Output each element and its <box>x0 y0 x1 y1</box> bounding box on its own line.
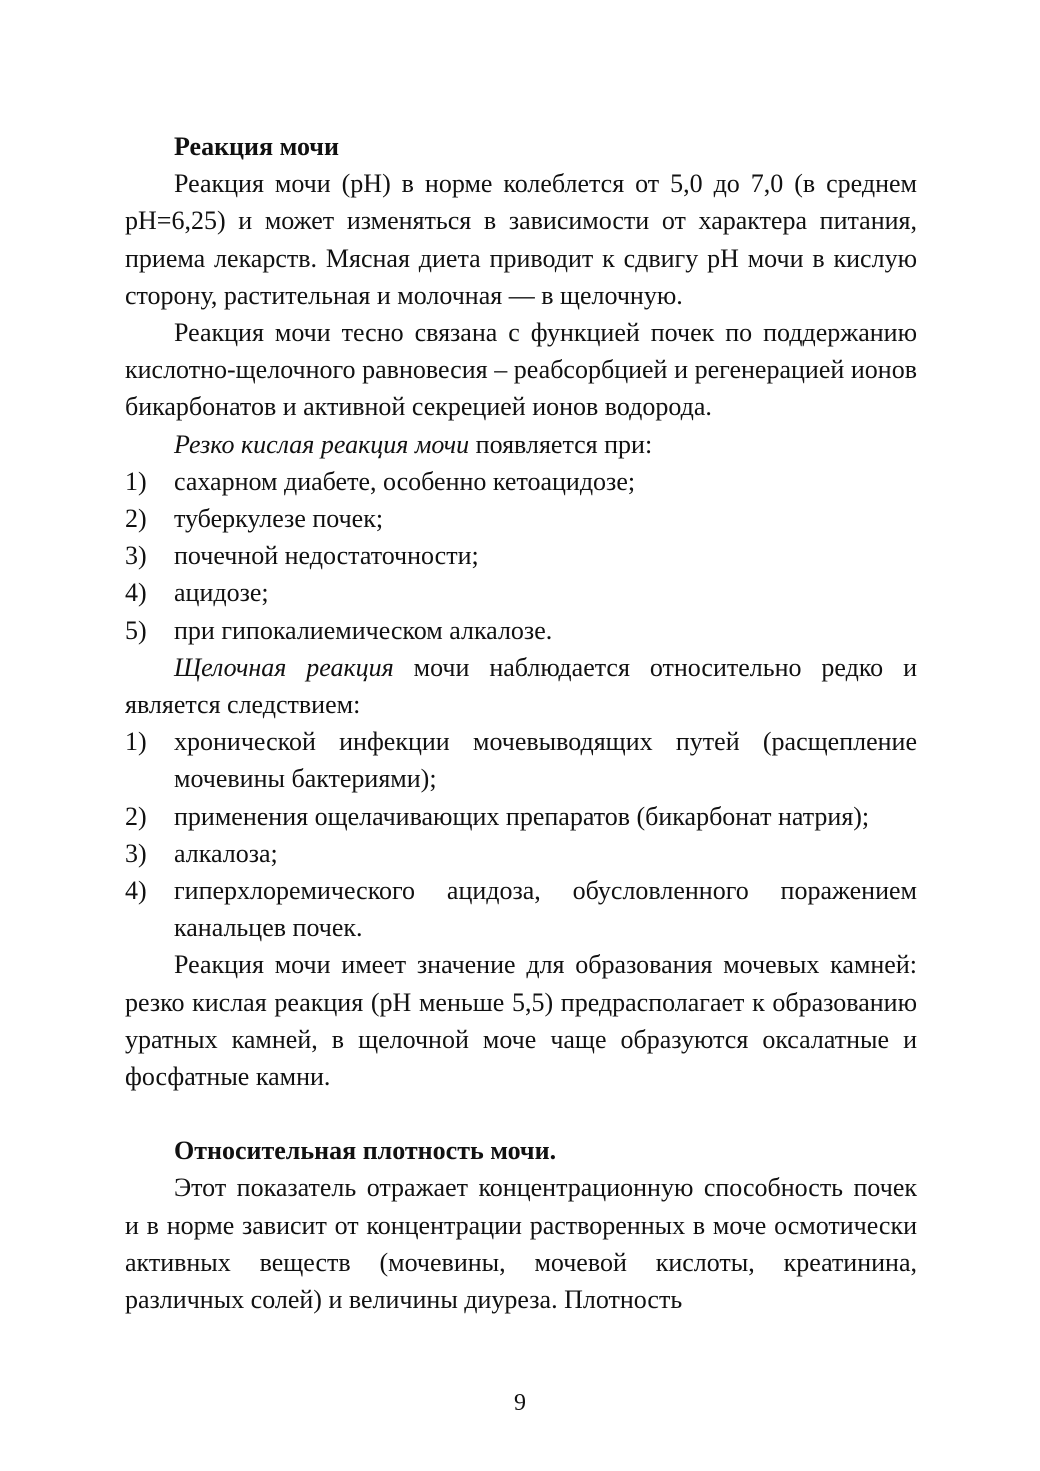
paragraph-density: Этот показатель отражает концентрационную способность почек и в норме зависит от концентрации растворенных в моче осмотически активных веществ (мочевины, мочевой кислоты, креатинина, различных солей) и величины диуреза. Плотность <box>125 1173 917 1315</box>
list-item: 3) алкалоза; <box>125 838 278 868</box>
section-gap <box>125 1095 917 1132</box>
list-item: 5) при гипокалиемическом алкалозе. <box>125 615 553 645</box>
list-item: 2) применения ощелачивающих препаратов (бикарбонат натрия); <box>125 801 870 831</box>
paragraph-stones: Реакция мочи имеет значение для образования мочевых камней: резко кислая реакция (pH меньше 5,5) предрасполагает к образованию уратных камней, в щелочной моче чаще образуются оксалатные и фосфатные камни. <box>125 950 917 1092</box>
list-item: 3) почечной недостаточности; <box>125 541 479 571</box>
section-heading-density: Относительная плотность мочи. <box>174 1136 557 1166</box>
acid-reaction-term: Резко кислая реакция мочи <box>174 429 470 459</box>
list-item: 4) ацидозе; <box>125 578 269 608</box>
page-number: 9 <box>514 1390 526 1416</box>
list-item: 2) туберкулезе почек; <box>125 504 384 534</box>
acid-intro-rest: появляется при: <box>469 429 653 459</box>
alkaline-causes-list <box>125 723 917 946</box>
paragraph-alkaline-intro <box>125 649 917 723</box>
paragraph-ph-norm: Реакция мочи (pH) в норме колеблется от 5,0 до 7,0 (в среднем pH=6,25) и может изменяться в зависимости от характера питания, приема лекарств. Мясная диета приводит к сдвигу pH мочи в кислую сторону, растительная и молочная — в щелочную. <box>125 169 917 310</box>
list-item: 4) гиперхлоремического ацидоза, обусловленного поражением канальцев почек. <box>125 876 917 943</box>
paragraph-kidney-function: Реакция мочи тесно связана с функцией почек по поддержанию кислотно-щелочного равновесия – реабсорбцией и регенерацией ионов бикарбонатов и активной секрецией ионов водорода. <box>125 318 917 422</box>
alkaline-reaction-term: Щелочная реакция <box>174 652 394 682</box>
document-page <box>125 128 917 1318</box>
list-item: 1) хронической инфекции мочевыводящих путей (расщепление мочевины бактериями); <box>125 727 917 794</box>
list-item: 1) сахарном диабете, особенно кетоацидозе; <box>125 466 636 496</box>
paragraph-acid-intro <box>125 426 917 463</box>
alkaline-intro-rest: мочи наблюдается относительно редко и является следствием: <box>125 652 917 720</box>
acid-causes-list <box>125 463 917 649</box>
section-heading-urine-reaction: Реакция мочи <box>174 132 339 161</box>
